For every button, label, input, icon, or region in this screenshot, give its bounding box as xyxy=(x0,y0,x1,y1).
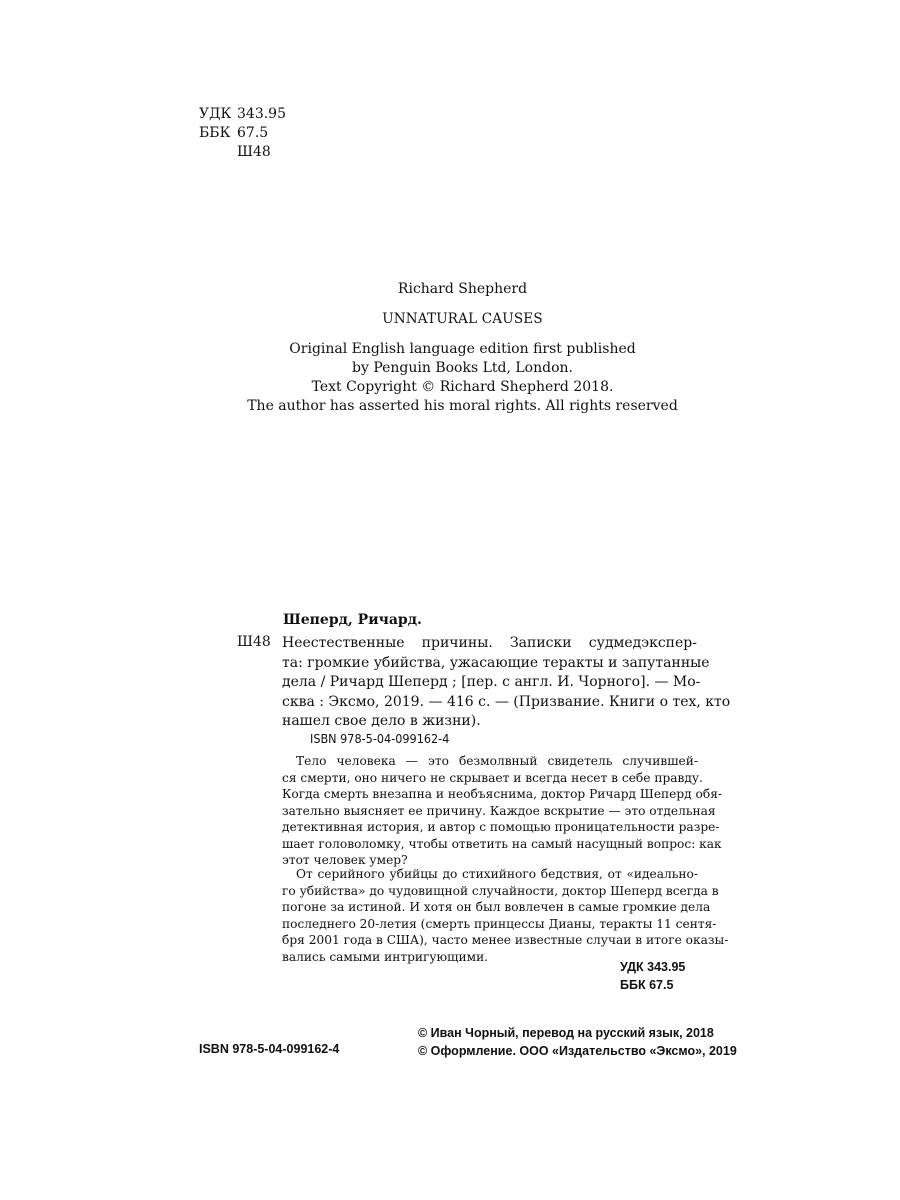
annotation-line: погоне за истиной. И хотя он был вовлечен в самые громкие дела xyxy=(282,900,711,914)
footer-bbk: ББК 67.5 xyxy=(620,978,674,992)
annotation-line: бря 2001 года в США), часто менее известные случаи в итоге оказы- xyxy=(282,933,729,947)
rights-line: Text Copyright © Richard Shepherd 2018. xyxy=(311,379,614,395)
annotation-line: зательно выясняет ее причину. Каждое вскрытие — это отдельная xyxy=(282,803,716,818)
annotation-line: Тело человека — это безмолвный свидетель случившей- xyxy=(296,754,698,768)
footer-codes xyxy=(620,958,685,994)
catalog-line: Неестественные причины. Записки судмедэкспер- xyxy=(282,635,697,651)
annotation-line: го убийства» до чудовищной случайности, доктор Шеперд всегда в xyxy=(282,883,719,898)
copyright-design: © Оформление. ООО «Издательство «Эксмо», 2019 xyxy=(418,1044,737,1058)
classification-codes xyxy=(199,105,286,162)
annotation-paragraph-1 xyxy=(282,753,723,869)
footer-isbn: ISBN 978-5-04-099162-4 xyxy=(199,1042,340,1056)
catalog-line: та: громкие убийства, ужасающие теракты и запутанные xyxy=(282,654,710,671)
author-mark: Ш48 xyxy=(237,144,271,160)
catalog-line: нашел свое дело в жизни). xyxy=(282,713,481,729)
udk-row xyxy=(199,105,286,124)
original-author: Richard Shepherd xyxy=(397,281,528,297)
annotation-line: Когда смерть внезапна и необъяснима, доктор Ричард Шеперд обя- xyxy=(282,787,723,801)
annotation-line: вались самыми интригующими. xyxy=(282,949,489,964)
catalog-description xyxy=(282,634,731,732)
catalog-isbn: ISBN 978-5-04-099162-4 xyxy=(310,731,450,746)
author-mark-row xyxy=(199,143,286,162)
bbk-row xyxy=(199,124,286,143)
udk-label: УДК xyxy=(199,106,232,122)
catalog-line: сква : Эксмо, 2019. — 416 с. — (Призвание. Книги о тех, кто xyxy=(282,693,731,710)
copyright-translation: © Иван Чорный, перевод на русский язык, 2018 xyxy=(418,1026,714,1040)
rights-line: Original English language edition first published xyxy=(289,341,636,357)
bbk-label: ББК xyxy=(199,125,231,141)
original-title: UNNATURAL CAUSES xyxy=(382,311,543,327)
bbk-value: 67.5 xyxy=(237,125,269,141)
annotation-line: ся смерти, оно ничего не скрывает и всегда несет в себе правду. xyxy=(282,770,703,785)
annotation-line: От серийного убийцы до стихийного бедствия, от «идеально- xyxy=(296,867,698,881)
catalog-code: Ш48 xyxy=(237,634,271,650)
annotation-line: шает головоломку, чтобы ответить на самый насущный вопрос: как xyxy=(282,836,722,851)
annotation-line: последнего 20-летия (смерть принцессы Дианы, теракты 11 сентя- xyxy=(282,916,717,931)
annotation-paragraph-2 xyxy=(282,866,729,965)
annotation-line: этот человек умер? xyxy=(282,853,408,867)
rights-line: by Penguin Books Ltd, London. xyxy=(352,360,573,376)
rights-notice xyxy=(0,340,900,416)
catalog-author-heading: Шеперд, Ричард. xyxy=(283,612,422,628)
footer-udk: УДК 343.95 xyxy=(620,960,686,974)
udk-value: 343.95 xyxy=(237,106,286,122)
rights-line: The author has asserted his moral rights. All rights reserved xyxy=(247,398,678,414)
annotation-line: детективная история, и автор с помощью проницательности разре- xyxy=(282,820,720,834)
catalog-line: дела / Ричард Шеперд ; [пер. с англ. И. Чорного]. — Мо- xyxy=(282,674,701,690)
copyright-block xyxy=(418,1024,737,1060)
